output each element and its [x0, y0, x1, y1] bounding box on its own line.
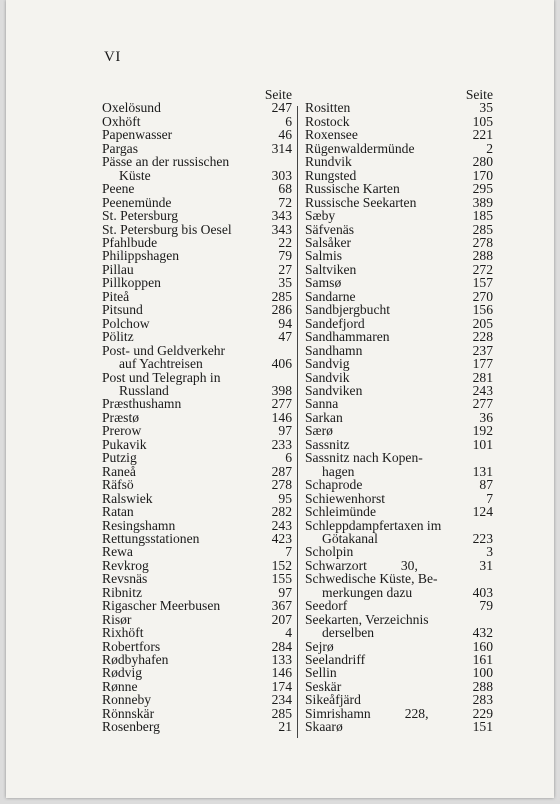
entry-term: Russland — [119, 382, 169, 398]
index-entry — [102, 142, 292, 155]
entry-term: Papenwasser — [102, 127, 173, 143]
index-entry — [305, 519, 493, 532]
entry-page-number: 185 — [472, 208, 493, 224]
index-entry — [305, 492, 493, 505]
entry-term: Ribnitz — [102, 584, 143, 600]
index-entry — [102, 492, 292, 505]
index-entry — [102, 303, 292, 316]
entry-page-number: 36 — [479, 409, 493, 425]
entry-term: Pölitz — [102, 329, 134, 345]
index-entry — [102, 263, 292, 276]
entry-term: Sikeåfjärd — [305, 692, 361, 708]
entry-page-number: 79 — [278, 248, 292, 264]
index-entry — [305, 155, 493, 168]
entry-page-number: 97 — [278, 423, 292, 439]
entry-term: auf Yachtreisen — [119, 356, 203, 372]
entry-term: Philippshagen — [102, 248, 180, 264]
index-entry — [102, 290, 292, 303]
entry-page-number: 243 — [472, 382, 493, 398]
entry-page-number — [489, 572, 493, 585]
entry-page-number: 174 — [271, 678, 292, 694]
entry-term: Rönnskär — [102, 705, 155, 721]
entry-page-number: 35 — [278, 275, 292, 291]
index-entry — [102, 693, 292, 706]
index-entry — [102, 276, 292, 289]
entry-term: Schaprode — [305, 477, 363, 493]
entry-page-number: 314 — [271, 140, 292, 156]
entry-term: Rigascher Meerbusen — [102, 598, 221, 614]
entry-term: Rostock — [305, 113, 350, 129]
entry-page-number: 156 — [472, 302, 493, 318]
entry-term: Götakanal — [322, 530, 378, 546]
index-entry — [305, 465, 493, 478]
index-entry — [102, 249, 292, 262]
entry-term: Schiewenhorst — [305, 490, 386, 506]
entry-page-number: 286 — [271, 302, 292, 318]
index-entry — [102, 371, 292, 384]
entry-term: Præsthushamn — [102, 396, 182, 412]
entry-term: Sandvig — [305, 356, 350, 372]
entry-page-number: 105 — [472, 113, 493, 129]
entry-page-number: 288 — [472, 248, 493, 264]
entry-page-number: 22 — [278, 234, 292, 250]
entry-term: Revsnäs — [102, 571, 148, 587]
index-entry — [102, 505, 292, 518]
entry-page-number: 146 — [271, 409, 292, 425]
index-entry — [102, 720, 292, 733]
entry-term: Sarkan — [305, 409, 343, 425]
entry-page-number: 281 — [472, 369, 493, 385]
entry-page-number — [288, 155, 292, 168]
entry-page-number: 2 — [486, 140, 493, 156]
index-entry — [102, 545, 292, 558]
entry-page-number: 272 — [472, 261, 493, 277]
entry-page-number: 68 — [278, 181, 292, 197]
entry-term: Säfvenäs — [305, 221, 355, 237]
entry-page-number: 406 — [271, 356, 292, 372]
entry-term: Sejrø — [305, 638, 334, 654]
index-entry — [102, 519, 292, 532]
index-entry — [102, 101, 292, 114]
index-entry — [102, 223, 292, 236]
index-entry — [102, 384, 292, 397]
index-entry — [305, 478, 493, 491]
entry-page-number: 398 — [271, 382, 292, 398]
entry-page-number: 177 — [472, 356, 493, 372]
entry-term: Räfsö — [102, 477, 134, 493]
entry-term: Scholpin — [305, 544, 354, 560]
entry-page-number — [288, 371, 292, 384]
index-entry — [305, 223, 493, 236]
entry-page-number: 282 — [271, 504, 292, 520]
entry-term: Peenemünde — [102, 194, 172, 210]
entry-term: Post und Telegraph in — [102, 369, 221, 385]
index-entry — [305, 303, 493, 316]
entry-page-number: 423 — [271, 530, 292, 546]
entry-page-number: 47 — [278, 329, 292, 345]
entry-page-number: 151 — [472, 719, 493, 735]
entry-page-number: 223 — [472, 530, 493, 546]
entry-term: Rødbyhafen — [102, 652, 169, 668]
entry-page-number: 97 — [278, 584, 292, 600]
entry-term: Seskär — [305, 678, 342, 694]
entry-term: Schwarzort 30, — [305, 557, 418, 573]
entry-term: Sandviken — [305, 382, 363, 398]
entry-term: Prerow — [102, 423, 142, 439]
index-entry — [305, 384, 493, 397]
entry-page-number: 157 — [472, 275, 493, 291]
entry-term: Sanna — [305, 396, 339, 412]
entry-page-number: 3 — [486, 544, 493, 560]
entry-page-number: 161 — [472, 652, 493, 668]
entry-term: Sellin — [305, 665, 337, 681]
entry-page-number: 79 — [479, 598, 493, 614]
entry-page-number: 343 — [271, 208, 292, 224]
index-entry — [102, 451, 292, 464]
entry-term: Sassnitz nach Kopen- — [305, 450, 423, 466]
entry-term: Oxelösund — [102, 100, 161, 116]
entry-term: Peene — [102, 181, 135, 197]
entry-page-number: 133 — [271, 652, 292, 668]
entry-page-number: 403 — [472, 584, 493, 600]
index-entry — [102, 236, 292, 249]
index-entry — [102, 666, 292, 679]
entry-page-number: 303 — [271, 167, 292, 183]
entry-term: Sandarne — [305, 288, 356, 304]
entry-term: Piteå — [102, 288, 130, 304]
index-entry — [305, 371, 493, 384]
index-entry — [305, 451, 493, 464]
index-entry — [305, 101, 493, 114]
entry-page-number: 94 — [278, 315, 292, 331]
entry-term: Russische Karten — [305, 181, 400, 197]
index-entry — [305, 330, 493, 343]
entry-page-number: 277 — [271, 396, 292, 412]
entry-term: Seelandriff — [305, 652, 366, 668]
index-entry — [102, 572, 292, 585]
entry-term: Sandhammaren — [305, 329, 390, 345]
index-entry — [305, 182, 493, 195]
index-entry — [102, 182, 292, 195]
entry-term: Schleppdampfertaxen im — [305, 517, 442, 533]
entry-term: Rosenberg — [102, 719, 160, 735]
entry-term: Rixhöft — [102, 625, 144, 641]
index-column-left — [102, 88, 292, 734]
index-entry — [102, 196, 292, 209]
entry-page-number: 233 — [271, 436, 292, 452]
entry-page-number: 131 — [472, 463, 493, 479]
index-entry — [102, 680, 292, 693]
entry-term: Seedorf — [305, 598, 348, 614]
index-entry — [305, 128, 493, 141]
entry-page-number: 284 — [271, 638, 292, 654]
entry-term: Skaarø — [305, 719, 343, 735]
index-entry — [102, 317, 292, 330]
index-entry — [102, 626, 292, 639]
column-divider — [297, 106, 298, 738]
entry-term: Oxhöft — [102, 113, 141, 129]
entry-term: derselben — [322, 625, 375, 641]
entry-page-number: 7 — [285, 544, 292, 560]
index-entry — [102, 586, 292, 599]
entry-term: Raneå — [102, 463, 136, 479]
entry-term: Pitsund — [102, 302, 143, 318]
index-entry — [305, 586, 493, 599]
entry-term: Post- und Geldverkehr — [102, 342, 226, 358]
index-entry — [102, 532, 292, 545]
entry-page-number: 288 — [472, 678, 493, 694]
entry-page-number: 280 — [472, 154, 493, 170]
entry-page-number: 237 — [472, 342, 493, 358]
entry-term: Pukavik — [102, 436, 147, 452]
entry-page-number: 27 — [278, 261, 292, 277]
entry-term: Ratan — [102, 504, 134, 520]
index-column-right — [305, 88, 493, 734]
index-entry — [102, 169, 292, 182]
entry-page-number — [489, 451, 493, 464]
column-header-seite: Seite — [465, 87, 493, 102]
entry-page-number: 46 — [278, 127, 292, 143]
index-entry — [305, 707, 493, 720]
entry-term: Resingshamn — [102, 517, 176, 533]
entry-page-number: 152 — [271, 557, 292, 573]
index-entry — [102, 465, 292, 478]
index-entry — [305, 613, 493, 626]
index-entry — [102, 424, 292, 437]
entry-page-number: 343 — [271, 221, 292, 237]
index-entry — [305, 640, 493, 653]
entry-term: Saltviken — [305, 261, 357, 277]
entry-term: merkungen dazu — [322, 584, 413, 600]
entry-page-number: 389 — [472, 194, 493, 210]
entry-page-number: 6 — [285, 113, 292, 129]
entry-page-number: 95 — [278, 490, 292, 506]
index-entry — [102, 599, 292, 612]
entry-term: Sassnitz — [305, 436, 350, 452]
entry-term: Schleimünde — [305, 504, 376, 520]
column-header-seite: Seite — [264, 87, 292, 102]
index-entry — [305, 545, 493, 558]
entry-page-number: 285 — [472, 221, 493, 237]
entry-term: St. Petersburg bis Oesel — [102, 221, 232, 237]
entry-term: Schwedische Küste, Be- — [305, 571, 438, 587]
entry-term: Ralswiek — [102, 490, 153, 506]
index-entry — [305, 290, 493, 303]
entry-page-number: 285 — [271, 288, 292, 304]
index-entry — [305, 720, 493, 733]
entry-page-number: 4 — [285, 625, 292, 641]
entry-page-number: 228 — [472, 329, 493, 345]
entry-page-number: 7 — [486, 490, 493, 506]
entry-page-number — [489, 519, 493, 532]
entry-page-number: 247 — [271, 100, 292, 116]
index-entry — [305, 693, 493, 706]
index-entry — [305, 397, 493, 410]
entry-term: Sandefjord — [305, 315, 365, 331]
entry-page-number: 283 — [472, 692, 493, 708]
index-entry — [305, 209, 493, 222]
entry-term: Rundvik — [305, 154, 352, 170]
entry-term: Ronneby — [102, 692, 152, 708]
index-entry — [305, 357, 493, 370]
entry-page-number: 100 — [472, 665, 493, 681]
entry-term: Rettungsstationen — [102, 530, 200, 546]
index-entries-right — [305, 101, 493, 733]
entry-term: Roxensee — [305, 127, 358, 143]
entry-term: hagen — [322, 463, 355, 479]
entry-term: Rositten — [305, 100, 351, 116]
entry-term: Russische Seekarten — [305, 194, 417, 210]
entry-page-number: 243 — [271, 517, 292, 533]
entry-page-number: 205 — [472, 315, 493, 331]
entry-page-number: 155 — [271, 571, 292, 587]
entry-page-number: 285 — [271, 705, 292, 721]
index-entry — [305, 505, 493, 518]
entry-term: Simrishamn 228, — [305, 705, 429, 721]
index-entry — [102, 411, 292, 424]
index-entry — [305, 317, 493, 330]
index-entry — [305, 249, 493, 262]
entry-page-number: 278 — [472, 234, 493, 250]
entry-term: Rødvig — [102, 665, 143, 681]
entry-page-number: 160 — [472, 638, 493, 654]
index-entry — [305, 276, 493, 289]
index-entry — [102, 128, 292, 141]
entry-page-number: 6 — [285, 450, 292, 466]
entry-term: Sandvik — [305, 369, 350, 385]
index-entry — [102, 653, 292, 666]
entry-term: Samsø — [305, 275, 342, 291]
book-page — [6, 0, 554, 798]
entry-term: Sandbjergbucht — [305, 302, 391, 318]
entry-term: Pillkoppen — [102, 275, 161, 291]
entry-page-number: 432 — [472, 625, 493, 641]
entry-term: Pässe an der russischen — [102, 154, 230, 170]
entry-term: Seekarten, Verzeichnis — [305, 611, 429, 627]
index-entry — [305, 666, 493, 679]
entry-term: Polchow — [102, 315, 150, 331]
entry-page-number: 35 — [479, 100, 493, 116]
index-entry — [102, 344, 292, 357]
entry-term: Præstø — [102, 409, 140, 425]
index-entry — [102, 613, 292, 626]
index-entry — [102, 559, 292, 572]
index-entry — [305, 411, 493, 424]
entry-term: Küste — [119, 167, 151, 183]
index-entry — [305, 653, 493, 666]
index-entry — [102, 115, 292, 128]
entry-page-number: 278 — [271, 477, 292, 493]
entry-page-number: 21 — [278, 719, 292, 735]
entry-page-number: 31 — [479, 557, 493, 573]
entry-term: Risør — [102, 611, 132, 627]
entry-page-number: 229 — [472, 705, 493, 721]
index-entry — [102, 209, 292, 222]
index-entry — [102, 438, 292, 451]
entry-page-number: 101 — [472, 436, 493, 452]
entry-term: St. Petersburg — [102, 208, 179, 224]
index-entry — [305, 424, 493, 437]
index-entries-left — [102, 101, 292, 733]
entry-page-number — [288, 344, 292, 357]
index-entry — [305, 559, 493, 572]
index-entry — [102, 640, 292, 653]
entry-term: Sandhamn — [305, 342, 363, 358]
entry-page-number — [489, 613, 493, 626]
entry-page-number: 287 — [271, 463, 292, 479]
index-entry — [305, 115, 493, 128]
index-entry — [102, 357, 292, 370]
index-entry — [305, 599, 493, 612]
index-entry — [305, 572, 493, 585]
entry-term: Rungsted — [305, 167, 357, 183]
entry-term: Salsåker — [305, 234, 352, 250]
entry-page-number: 170 — [472, 167, 493, 183]
index-entry — [305, 142, 493, 155]
entry-term: Særø — [305, 423, 333, 439]
index-entry — [102, 397, 292, 410]
index-entry — [102, 478, 292, 491]
entry-term: Pillau — [102, 261, 134, 277]
entry-page-number: 270 — [472, 288, 493, 304]
index-entry — [305, 532, 493, 545]
index-entry — [305, 236, 493, 249]
entry-term: Rewa — [102, 544, 133, 560]
index-entry — [102, 330, 292, 343]
index-entry — [305, 196, 493, 209]
entry-term: Pfahlbude — [102, 234, 158, 250]
entry-page-number: 72 — [278, 194, 292, 210]
index-entry — [102, 707, 292, 720]
entry-term: Robertfors — [102, 638, 161, 654]
entry-term: Putzig — [102, 450, 137, 466]
index-entry — [305, 626, 493, 639]
entry-term: Salmis — [305, 248, 343, 264]
entry-page-number: 277 — [472, 396, 493, 412]
entry-term: Sæby — [305, 208, 336, 224]
entry-page-number: 207 — [271, 611, 292, 627]
entry-page-number: 234 — [271, 692, 292, 708]
entry-page-number: 221 — [472, 127, 493, 143]
index-entry — [305, 169, 493, 182]
entry-page-number: 192 — [472, 423, 493, 439]
entry-term: Pargas — [102, 140, 138, 156]
page-number: VI — [104, 49, 121, 65]
entry-page-number: 124 — [472, 504, 493, 520]
index-entry — [305, 680, 493, 693]
index-entry — [102, 155, 292, 168]
index-entry — [305, 263, 493, 276]
entry-term: Revkrog — [102, 557, 149, 573]
entry-page-number: 367 — [271, 598, 292, 614]
entry-term: Rügenwaldermünde — [305, 140, 415, 156]
entry-page-number: 295 — [472, 181, 493, 197]
index-entry — [305, 344, 493, 357]
entry-page-number: 146 — [271, 665, 292, 681]
entry-page-number: 87 — [479, 477, 493, 493]
index-entry — [305, 438, 493, 451]
entry-term: Rønne — [102, 678, 138, 694]
